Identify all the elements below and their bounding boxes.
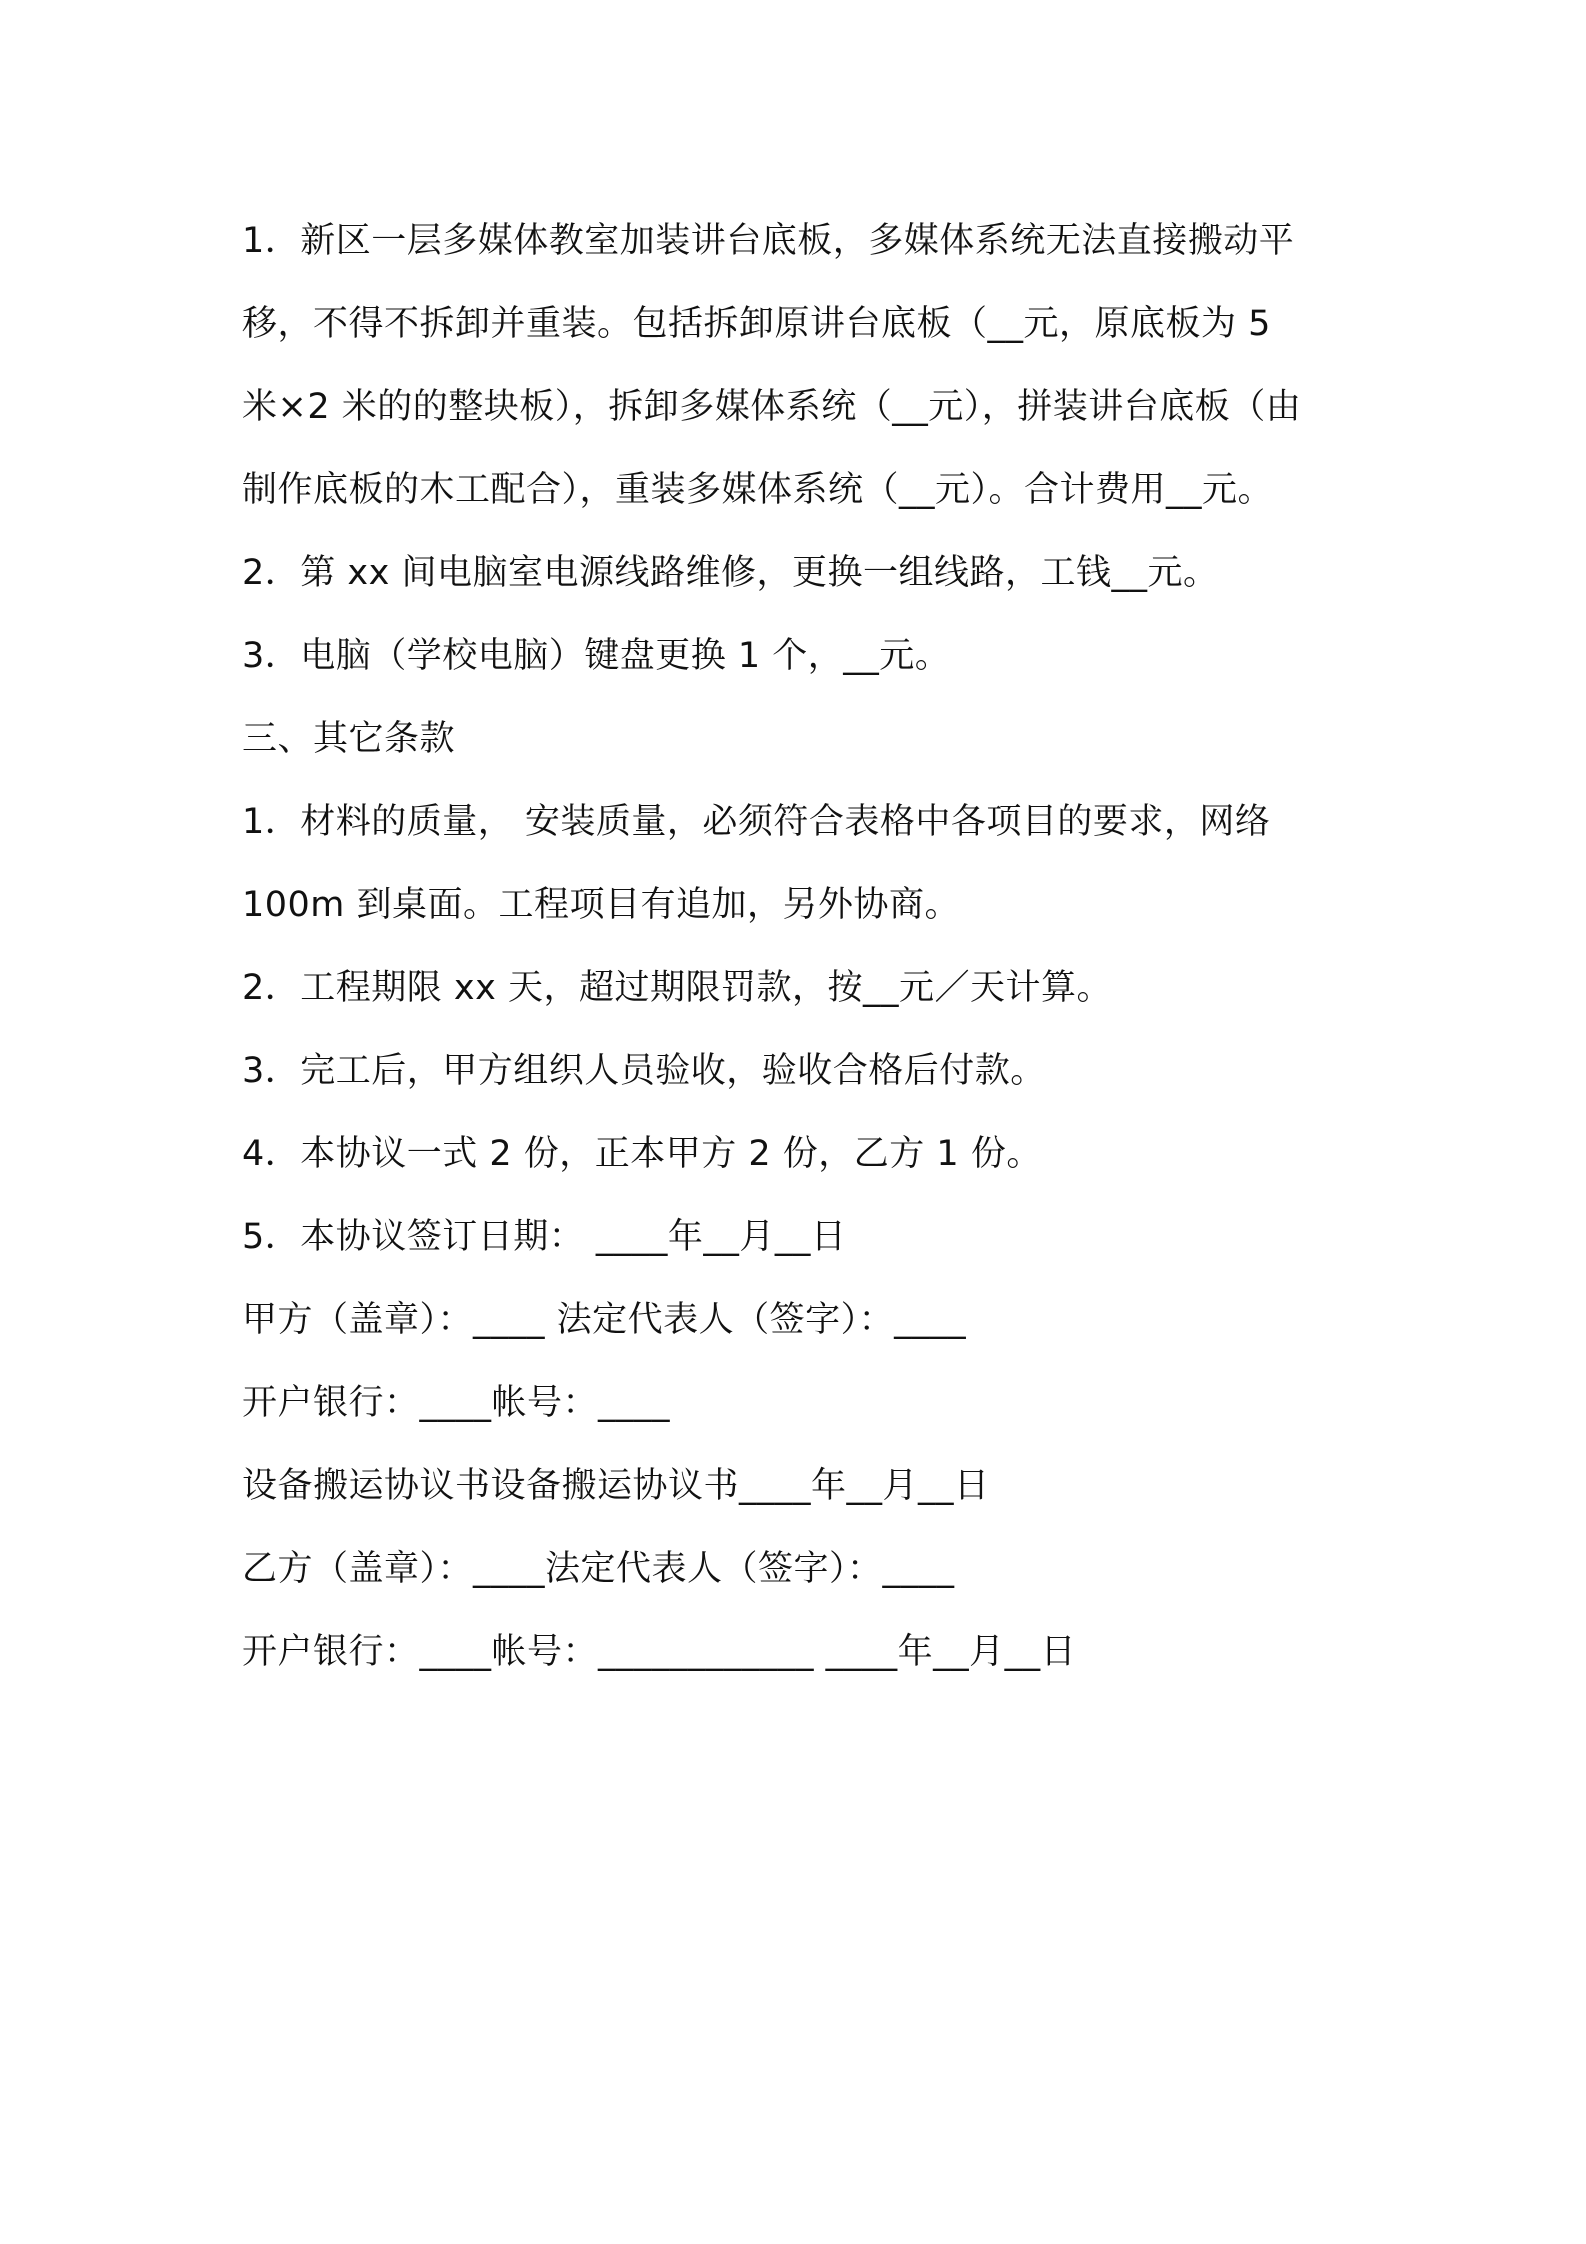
paragraph-line: 2．工程期限 xx 天，超过期限罚款，按__元／天计算。 xyxy=(242,968,1112,1008)
party-a-signature-line: 甲方（盖章）：____ 法定代表人（签字）：____ xyxy=(242,1300,967,1340)
party-b-signature-line: 乙方（盖章）：____法定代表人（签字）：____ xyxy=(242,1549,955,1589)
paragraph-line: 2．第 xx 间电脑室电源线路维修，更换一组线路，工钱__元。 xyxy=(242,553,1219,593)
signing-date-line: 5．本协议签订日期： ____年__月__日 xyxy=(242,1217,847,1257)
party-a-bank-line: 开户银行：____帐号：____ xyxy=(242,1383,671,1423)
paragraph-line: 制作底板的木工配合），重装多媒体系统（__元）。合计费用__元。 xyxy=(242,470,1274,510)
paragraph-line: 4．本协议一式 2 份，正本甲方 2 份，乙方 1 份。 xyxy=(242,1134,1042,1174)
paragraph-line: 1．新区一层多媒体教室加装讲台底板，多媒体系统无法直接搬动平 xyxy=(242,221,1295,261)
section-heading: 三、其它条款 xyxy=(242,719,456,759)
paragraph-line: 1．材料的质量， 安装质量，必须符合表格中各项目的要求，网络 xyxy=(242,802,1271,842)
paragraph-line: 3．电脑（学校电脑）键盘更换 1 个，__元。 xyxy=(242,636,951,676)
paragraph-line: 3．完工后，甲方组织人员验收，验收合格后付款。 xyxy=(242,1051,1046,1091)
paragraph-line: 移，不得不拆卸并重装。包括拆卸原讲台底板（__元，原底板为 5 xyxy=(242,304,1271,344)
paragraph-line: 米×2 米的的整块板），拆卸多媒体系统（__元），拼装讲台底板（由 xyxy=(242,387,1302,427)
document-body xyxy=(242,200,1362,1694)
agreement-title-date-line: 设备搬运协议书设备搬运协议书____年__月__日 xyxy=(242,1466,990,1506)
paragraph-line: 100m 到桌面。工程项目有追加，另外协商。 xyxy=(242,885,961,925)
party-b-bank-line: 开户银行：____帐号：____________ ____年__月__日 xyxy=(242,1632,1077,1672)
